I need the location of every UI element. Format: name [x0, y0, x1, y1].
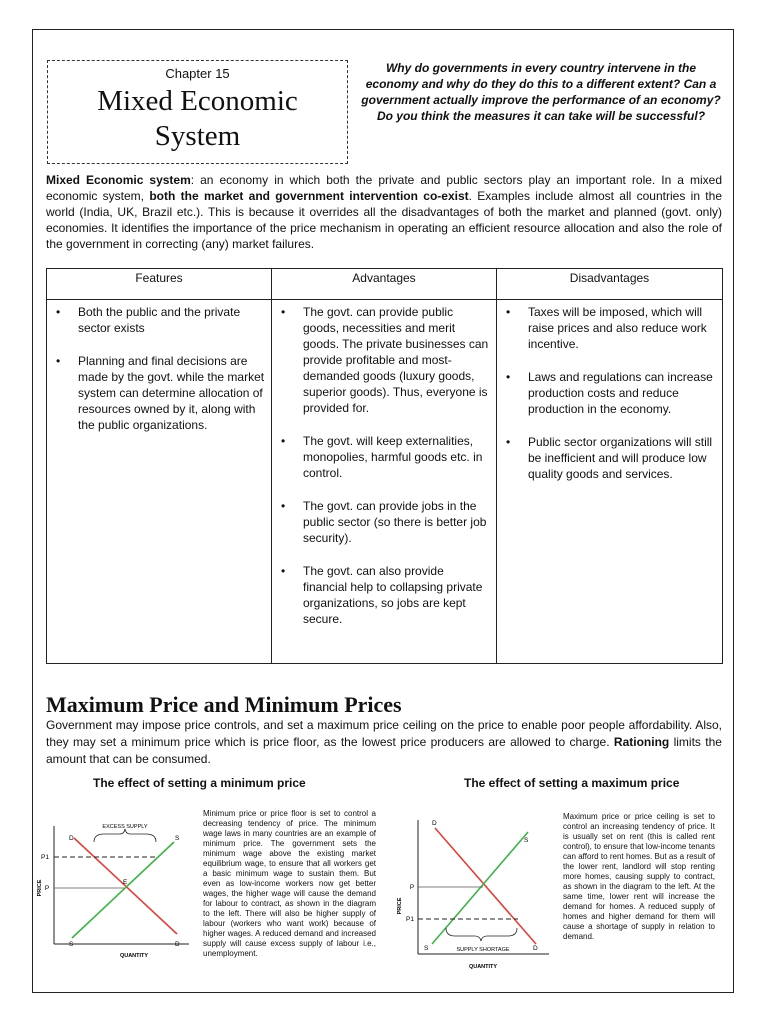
intro-paragraph	[46, 172, 722, 252]
header-disadvantages: Disadvantages	[497, 269, 723, 300]
demand-label-bottom: D	[175, 941, 180, 948]
list-item: • The govt. can also provide financial help to collapsing private organizations, so jobs are kept secure.	[276, 563, 490, 627]
section-paragraph	[46, 717, 722, 768]
supply-label-bottom: S	[424, 945, 429, 952]
list-item: • The govt. will keep externalities, monopolies, harmful goods etc. in control.	[276, 433, 490, 481]
section-para-part2: limits the amount that can be consumed.	[46, 735, 722, 766]
p-label: P	[409, 884, 415, 891]
section-para-part1: Government may impose price controls, and set a maximum price ceiling on the price to enable poor people affordability. Also, they may set a minimum price which is price floor, as the lowest price producers are allowed to charge.	[46, 718, 722, 749]
x-axis-title: QUANTITY	[468, 964, 498, 970]
p1-label: P1	[41, 854, 49, 861]
supply-label-top: S	[524, 837, 529, 844]
supply-label-bottom: S	[69, 941, 74, 948]
min-price-description: Minimum price or price floor is set to control a decreasing tendency of price. The minimum wage laws in many countries are an example of minimum price. The government sets the minimum wage above the existing market equilibrium wage, to ensure that all workers get a basic minimum wage to sustain them. But even as low-income workers now get better wages, the higher wage will cause the demand for labour to contract, as shown in the diagram to the left. There will also be higher supply of labour (workers who want work) because of higher wages. A reduced demand and increased supply will cause excess supply of labour i.e., unemployment.	[203, 809, 376, 958]
x-axis-title: QUANTITY	[119, 953, 149, 959]
max-price-title: The effect of setting a maximum price	[464, 776, 680, 790]
p1-label: P1	[406, 916, 414, 923]
comparison-table	[46, 268, 723, 664]
table-body-row	[47, 300, 723, 664]
features-cell	[47, 300, 272, 664]
list-item: • Planning and final decisions are made by the govt. while the market system can determine allocation of resources owned by it, along with the public organizations.	[51, 353, 265, 433]
advantages-cell	[272, 300, 497, 664]
chapter-title-line2: System	[154, 120, 241, 152]
intro-bold-phrase: both the market and government intervention co-exist	[149, 189, 469, 203]
list-item: • Taxes will be imposed, which will raise prices and also reduce work incentive.	[501, 304, 716, 352]
demand-label-bottom: D	[533, 945, 538, 952]
section-para-bold: Rationing	[613, 735, 670, 749]
supply-label-top: S	[175, 835, 180, 842]
list-item: • The govt. can provide public goods, necessities and merit goods. The private businesses can provide profitable and most-demanded goods (luxury goods, superior goods). Thus, everyone is provided for.	[276, 304, 490, 416]
chapter-title	[48, 84, 347, 154]
min-price-title: The effect of setting a minimum price	[93, 776, 306, 790]
header-advantages: Advantages	[272, 269, 497, 300]
chapter-header-box	[47, 60, 348, 164]
section-title: Maximum Price and Minimum Prices	[46, 692, 402, 717]
max-price-description: Maximum price or price ceiling is set to control an increasing tendency of price. It is usually set on rent (this is called rent control), to ensure that low-income tenants can afford to rent homes. But as a result of the lower rent, landlord will stop renting more homes, causing supply to contract, as shown in the diagram to the left. At the same time, lower rent will increase the demand for homes. A reduced supply of homes and higher demand for them will cause a shortage of supply in relation to demand.	[563, 812, 715, 941]
max-price-diagram	[395, 808, 555, 973]
intro-term: Mixed Economic system	[46, 173, 191, 187]
disadvantages-cell	[497, 300, 723, 664]
list-item: • The govt. can provide jobs in the public sector (so there is better job security).	[276, 498, 490, 546]
chapter-title-line1: Mixed Economic	[97, 85, 298, 117]
chapter-questions: Why do governments in every country intervene in the economy and why do they do this to a different extent? Can a government actually improve the performance of an economy? Do you think the measures it can take will be successful?	[361, 61, 721, 123]
table-header-row	[47, 269, 723, 300]
intro-part2: . Examples include almost all countries in the world (India, UK, Brazil etc.). This is because it overrides all the disadvantages of both the market and planned (govt. only) economies. It identifies the importance of the price mechanism in operating an efficient resource allocation and also the role of the government in correcting (any) market failures.	[46, 189, 722, 251]
excess-supply-brace	[94, 829, 156, 842]
supply-curve	[72, 842, 174, 938]
demand-label-top: D	[432, 820, 437, 827]
list-item: • Both the public and the private sector exists	[51, 304, 265, 336]
supply-curve	[432, 832, 528, 944]
equilibrium-label: E	[123, 879, 128, 886]
list-item: • Public sector organizations will still be inefficient and will produce low quality goods and services.	[501, 434, 716, 482]
min-price-diagram	[34, 816, 194, 966]
demand-label-top: D	[69, 835, 74, 842]
demand-curve	[74, 838, 177, 934]
list-item: • Laws and regulations can increase production costs and reduce production in the economy.	[501, 369, 716, 417]
y-axis-title: PRICE	[397, 897, 403, 915]
chapter-label: Chapter 15	[165, 66, 230, 81]
excess-supply-label: EXCESS SUPPLY	[102, 824, 148, 830]
supply-shortage-brace	[446, 928, 517, 941]
y-axis-title: PRICE	[37, 879, 43, 897]
p-label: P	[44, 885, 50, 892]
header-features: Features	[47, 269, 272, 300]
intro-part1: : an economy in which both the private and public sectors play an important role. In a mixed economic system,	[46, 173, 722, 203]
supply-shortage-label: SUPPLY SHORTAGE	[456, 947, 510, 953]
demand-curve	[435, 828, 536, 944]
